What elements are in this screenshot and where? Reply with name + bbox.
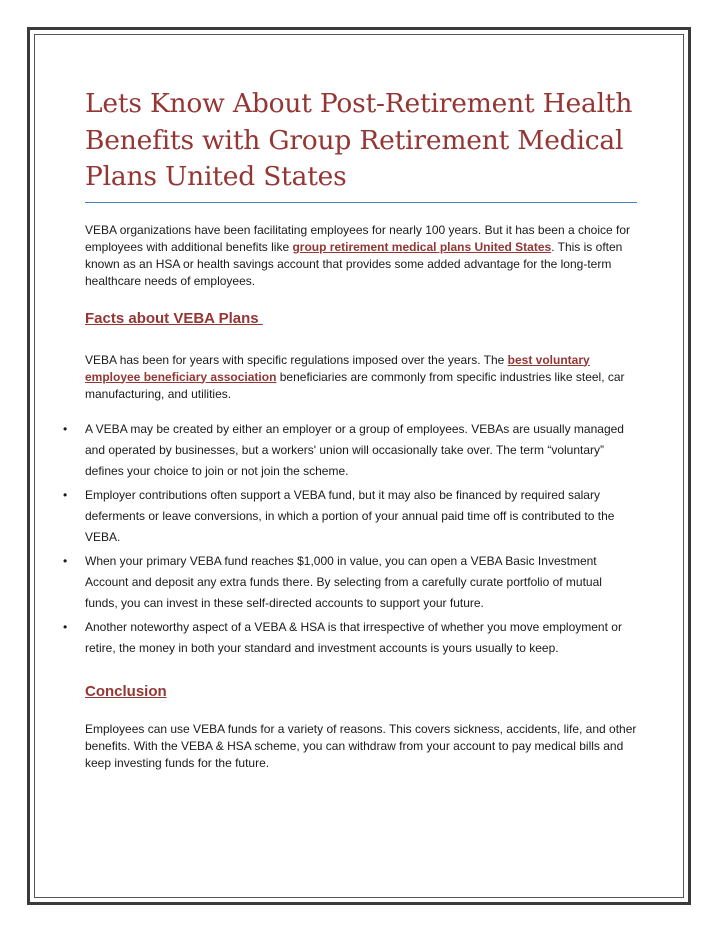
intro-paragraph — [85, 222, 637, 290]
bullet-icon: • — [63, 487, 68, 502]
list-item — [63, 419, 637, 482]
facts-text-start: VEBA has been for years with specific regulations imposed over the years. The — [85, 352, 508, 367]
list-item-text: Another noteworthy aspect of a VEBA & HSA is that irrespective of whether you move employment or retire, the money in both your standard and investment accounts is yours usually to keep. — [85, 619, 622, 655]
facts-text-end: beneficiaries are commonly from specific industries like steel, car manufacturing, and utilities. — [85, 369, 625, 401]
list-item-text: Employer contributions often support a VEBA fund, but it may also be financed by required salary deferments or leave conversions, in which a portion of your annual paid time off is contributed to the VEBA. — [85, 487, 615, 544]
conclusion-paragraph: Employees can use VEBA funds for a variety of reasons. This covers sickness, accidents, life, and other benefits. With the VEBA & HSA scheme, you can withdraw from your account to pay medical bills and keep investing funds for the future. — [85, 721, 637, 770]
list-item-text: When your primary VEBA fund reaches $1,000 in value, you can open a VEBA Basic Investment Account and deposit any extra funds there. By selecting from a carefully curate portfolio of mutual funds, you can invest in these self-directed accounts to support your future. — [85, 553, 602, 610]
document-body — [63, 86, 637, 772]
intro-text-start: VEBA organizations have been facilitating employees for nearly 100 years. But it has been a choice for employees with additional benefits like — [85, 222, 630, 254]
intro-text-end: . This is often known as an HSA or health savings account that provides some added advantage for the long-term healthcare needs of employees. — [85, 239, 623, 288]
bullet-icon: • — [63, 553, 68, 568]
bullet-icon: • — [63, 421, 68, 436]
facts-paragraph — [85, 352, 637, 403]
group-retirement-plans-link[interactable]: group retirement medical plans United States — [292, 239, 552, 254]
document-title: Lets Know About Post-Retirement Health Benefits with Group Retirement Medical Plans United States — [85, 86, 637, 203]
facts-heading: Facts about VEBA Plans — [85, 309, 263, 327]
list-item — [63, 551, 637, 614]
veba-association-link[interactable]: best voluntary employee beneficiary association — [85, 352, 590, 384]
list-item — [63, 617, 637, 659]
conclusion-heading: Conclusion — [85, 682, 167, 700]
list-item — [63, 485, 637, 548]
facts-bullet-list — [63, 419, 637, 659]
list-item-text: A VEBA may be created by either an employer or a group of employees. VEBAs are usually managed and operated by businesses, but a workers' union will occasionally take over. The term “voluntary” defines your choice to join or not join the scheme. — [85, 421, 624, 478]
bullet-icon: • — [63, 619, 68, 634]
